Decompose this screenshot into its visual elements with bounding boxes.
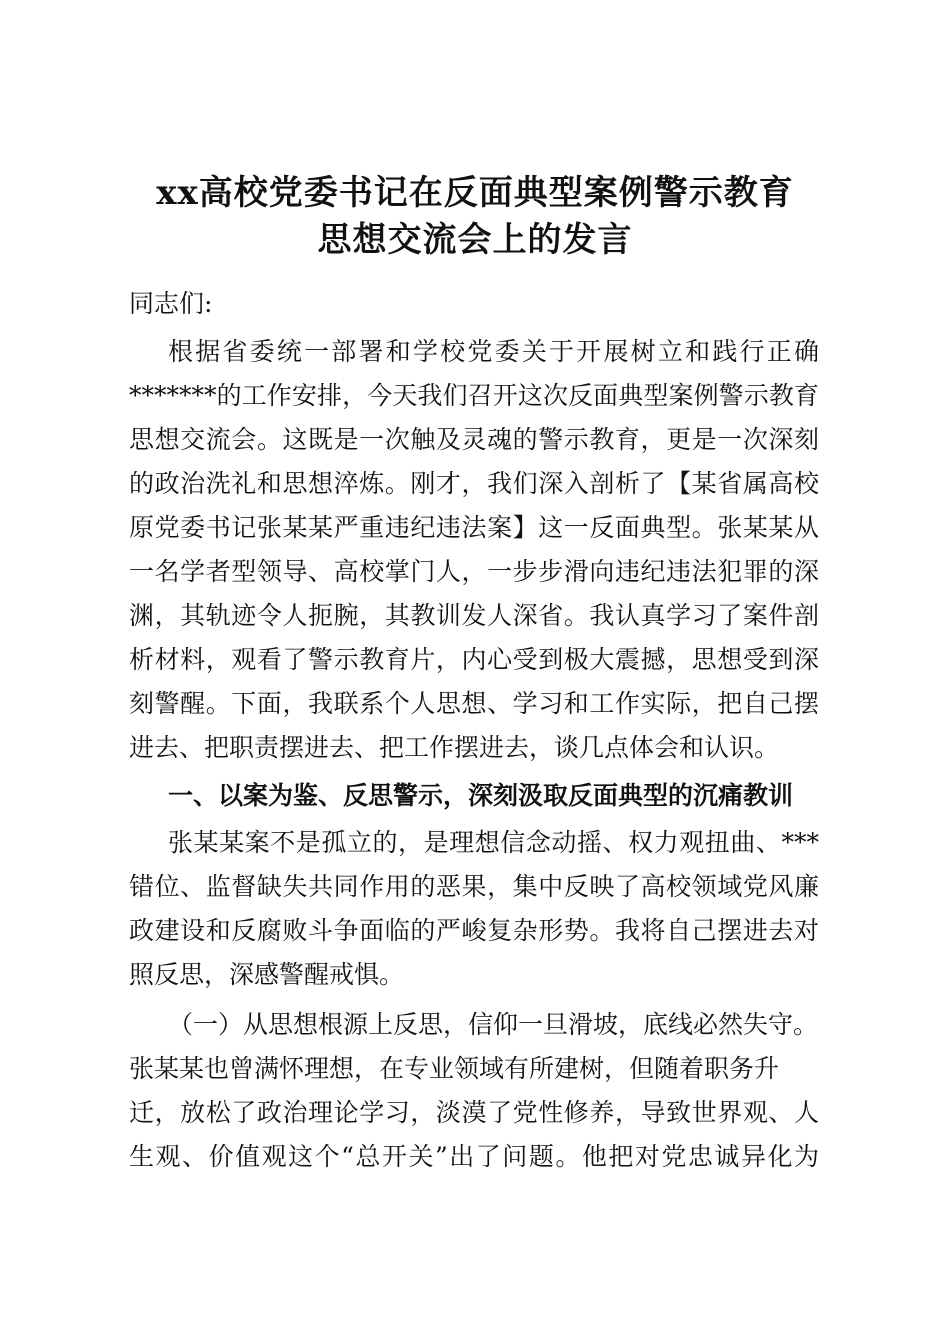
paragraph-line: 照反思，深感警醒戒惧。 (129, 960, 405, 989)
paragraph-line: 思想交流会。这既是一次触及灵魂的警示教育，更是一次深刻 (129, 425, 819, 454)
paragraph-line: 迁，放松了政治理论学习，淡漠了党性修养，导致世界观、人 (129, 1098, 819, 1127)
paragraph-line: 张某某也曾满怀理想，在专业领域有所建树，但随着职务升 (129, 1054, 780, 1083)
paragraph-line: 生观、价值观这个“总开关”出了问题。他把对党忠诚异化为 (129, 1142, 819, 1171)
paragraph-line: 的政治洗礼和思想淬炼。刚才，我们深入剖析了【某省属高校 (129, 469, 819, 498)
document-title-line-2: 思想交流会上的发言 (317, 220, 633, 260)
paragraph-line: 进去、把职责摆进去、把工作摆进去，谈几点体会和认识。 (129, 733, 780, 762)
paragraph-line: 刻警醒。下面，我联系个人思想、学习和工作实际，把自己摆 (129, 689, 819, 718)
paragraph-line: 错位、监督缺失共同作用的恶果，集中反映了高校领域党风廉 (129, 872, 819, 901)
paragraph-line: *******的工作安排，今天我们召开这次反面典型案例警示教育 (129, 381, 819, 410)
paragraph-line: 政建设和反腐败斗争面临的严峻复杂形势。我将自己摆进去对 (129, 916, 819, 945)
paragraph-line: 一名学者型领导、高校掌门人，一步步滑向违纪违法犯罪的深 (129, 557, 819, 586)
subsection-heading: （一）从思想根源上反思，信仰一旦滑坡，底线必然失守。 (168, 1010, 819, 1039)
paragraph-line: 张某某案不是孤立的，是理想信念动摇、权力观扭曲、*** (168, 828, 819, 857)
paragraph-line: 原党委书记张某某严重违纪违法案】这一反面典型。张某某从 (129, 513, 819, 542)
greeting: 同志们: (129, 289, 213, 318)
document-title-line-1: xx高校党委书记在反面典型案例警示教育 (156, 173, 794, 213)
paragraph-line: 析材料，观看了警示教育片，内心受到极大震撼，思想受到深 (129, 645, 819, 674)
paragraph-line: 根据省委统一部署和学校党委关于开展树立和践行正确 (168, 337, 819, 366)
section-heading: 一、以案为鉴、反思警示，深刻汲取反面典型的沉痛教训 (168, 781, 794, 810)
paragraph-line: 渊，其轨迹令人扼腕，其教训发人深省。我认真学习了案件剖 (129, 601, 819, 630)
